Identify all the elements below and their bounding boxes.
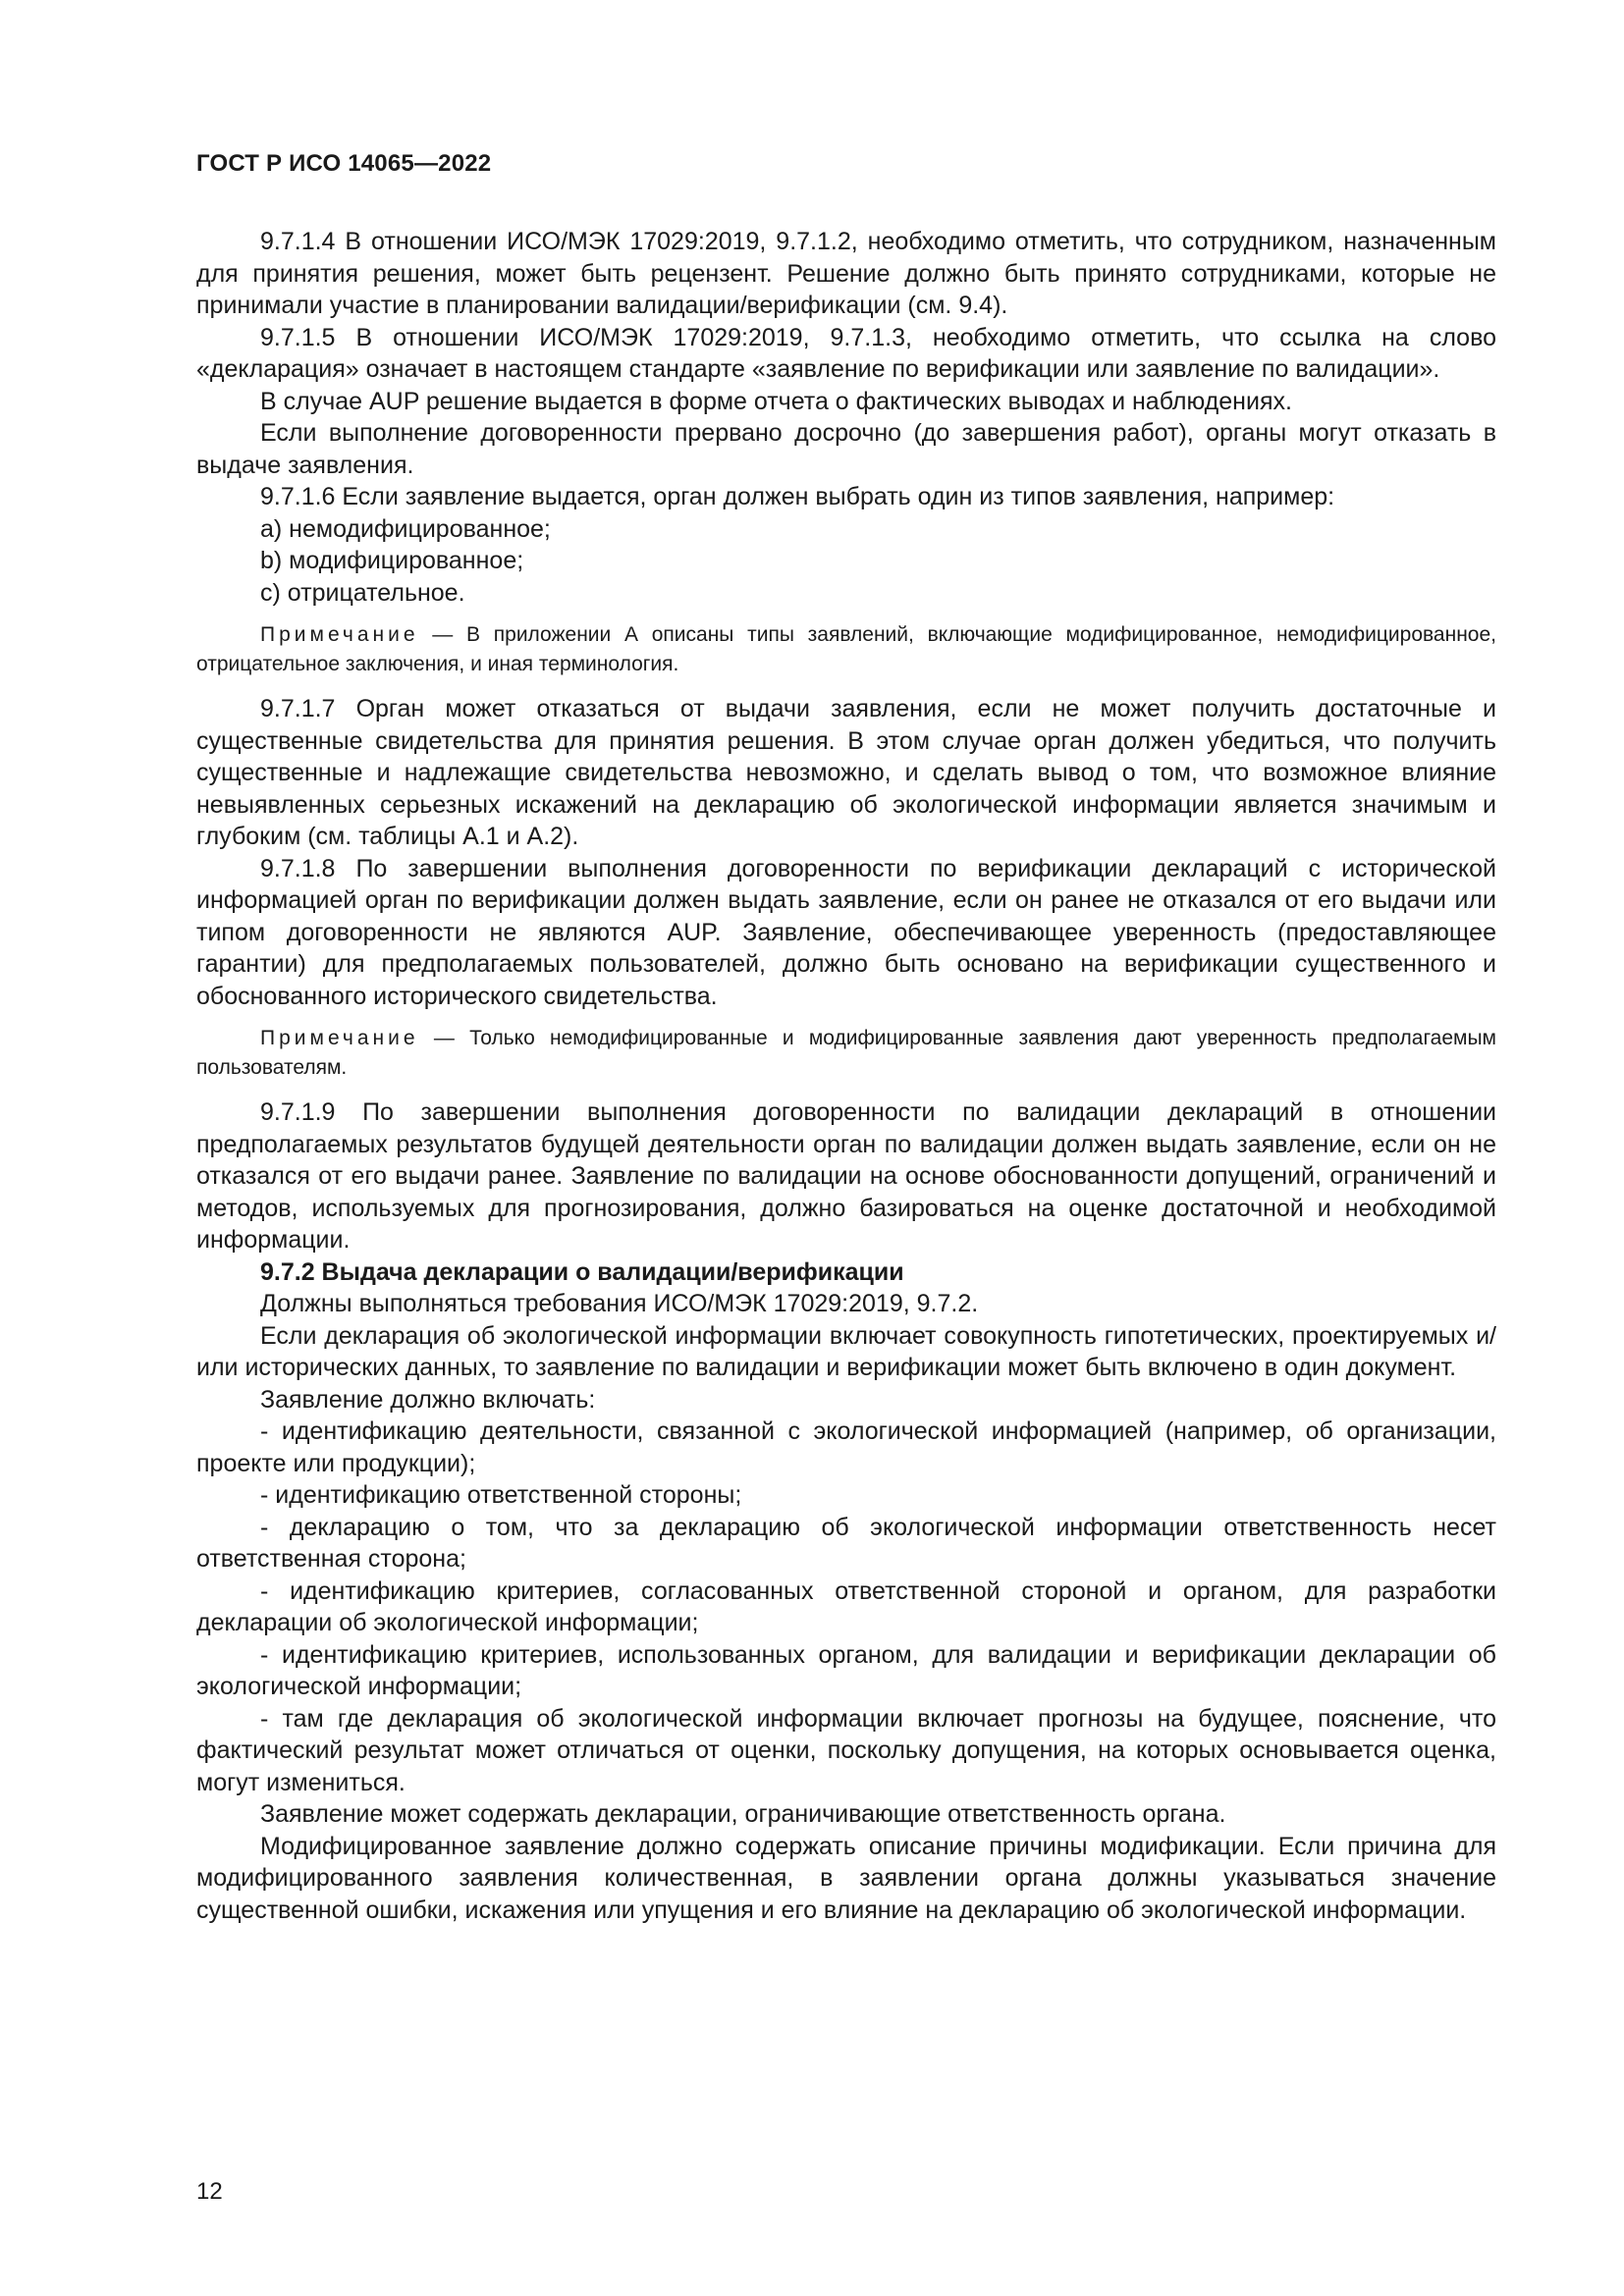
section-heading-9-7-2: 9.7.2 Выдача декларации о валидации/верификации xyxy=(260,1257,904,1286)
paragraph-modified: Модифицированное заявление должно содержать описание причины модификации. Если причина для модифицированного заявления количественная, в заявлении органа должны указываться значение существенной ошибки, искажения или упущения и его влияние на декларацию об экологической информации. xyxy=(196,1832,1496,1924)
paragraph-9-7-1-6: 9.7.1.6 Если заявление выдается, орган должен выбрать один из типов заявления, например: xyxy=(260,483,1335,510)
note-1-text: — В приложении А описаны типы заявлений, включающие модифицированное, немодифицированное, отрицательное заключения, и иная терминология. xyxy=(196,623,1496,675)
list-item: - идентификацию критериев, использованных органом, для валидации и верификации декларации об экологической информации; xyxy=(196,1640,1496,1700)
paragraph-9-7-1-7: 9.7.1.7 Орган может отказаться от выдачи заявления, если не может получить достаточные и существенные свидетельства для принятия решения. В этом случае орган должен убедиться, что получить существенные и надлежащие свидетельства невозможно, и сделать вывод о том, что возможное влияние невыявленных серьезных искажений на декларацию об экологической информации является значимым и глубоким (см. таблицы А.1 и А.2). xyxy=(196,695,1496,850)
paragraph-9-7-1-9: 9.7.1.9 По завершении выполнения договоренности по валидации деклараций в отношении предполагаемых результатов будущей деятельности орган по валидации должен выдать заявление, если он не отказался от его выдачи ранее. Заявление по валидации на основе обоснованности допущений, ограничений и методов, используемых для прогнозирования, должно базироваться на оценке достаточной и необходимой информации. xyxy=(196,1098,1496,1254)
document-body xyxy=(196,226,1496,1926)
list-item: - идентификацию критериев, согласованных ответственной стороной и органом, для разработки декларации об экологической информации; xyxy=(196,1576,1496,1636)
list-item-c: c) отрицательное. xyxy=(260,578,465,607)
note-1-label: Примечание xyxy=(260,623,419,646)
list-item-a: a) немодифицированное; xyxy=(260,514,551,543)
paragraph-9-7-1-8: 9.7.1.8 По завершении выполнения договоренности по верификации деклараций с исторической информацией орган по верификации должен выдать заявление, если он ранее не отказался от его выдачи или типом договоренности не являются AUP. Заявление, обеспечивающее уверенность (предоставляющее гарантии) для предполагаемых пользователей, должно быть основано на верификации существенного и обоснованного исторического свидетельства. xyxy=(196,854,1496,1010)
paragraph-may-contain: Заявление может содержать декларации, ограничивающие ответственность органа. xyxy=(260,1800,1226,1828)
list-item: - декларацию о том, что за декларацию об экологической информации ответственность несет ответственная сторона; xyxy=(196,1513,1496,1573)
note-2 xyxy=(196,1024,1496,1083)
paragraph-early-termination: Если выполнение договоренности прервано досрочно (до завершения работ), органы могут отказать в выдаче заявления. xyxy=(196,419,1496,479)
paragraph-aup: В случае AUP решение выдается в форме отчета о фактических выводах и наблюдениях. xyxy=(260,387,1292,415)
list-item: - идентификацию ответственной стороны; xyxy=(260,1481,742,1509)
paragraph-9-7-1-4: 9.7.1.4 В отношении ИСО/МЭК 17029:2019, 9.7.1.2, необходимо отметить, что сотрудником, назначенным для принятия решения, может быть рецензент. Решение должно быть принято сотрудниками, которые не принимали участие в планировании валидации/верификации (см. 9.4). xyxy=(196,228,1496,319)
list-item: - там где декларация об экологической информации включает прогнозы на будущее, пояснение, что фактический результат может отличаться от оценки, поскольку допущения, на которых основывается оценка, могут измениться. xyxy=(196,1704,1496,1796)
paragraph-must-include: Заявление должно включать: xyxy=(260,1385,596,1414)
list-item-b: b) модифицированное; xyxy=(260,547,524,574)
note-2-label: Примечание xyxy=(260,1027,419,1049)
paragraph-combined: Если декларация об экологической информации включает совокупность гипотетических, проектируемых и/или исторических данных, то заявление по валидации и верификации может быть включено в один документ. xyxy=(196,1321,1496,1381)
page-number: 12 xyxy=(196,2178,223,2205)
document-header: ГОСТ Р ИСО 14065—2022 xyxy=(196,150,492,177)
paragraph-requirements: Должны выполняться требования ИСО/МЭК 17029:2019, 9.7.2. xyxy=(260,1290,979,1317)
note-1 xyxy=(196,620,1496,679)
paragraph-9-7-1-5: 9.7.1.5 В отношении ИСО/МЭК 17029:2019, 9.7.1.3, необходимо отметить, что ссылка на слово «декларация» означает в настоящем стандарте «заявление по верификации или заявление по валидации». xyxy=(196,323,1496,383)
note-2-text: — Только немодифицированные и модифицированные заявления дают уверенность предполагаемым пользователям. xyxy=(196,1027,1496,1079)
list-item: - идентификацию деятельности, связанной с экологической информацией (например, об организации, проекте или продукции); xyxy=(196,1417,1496,1477)
